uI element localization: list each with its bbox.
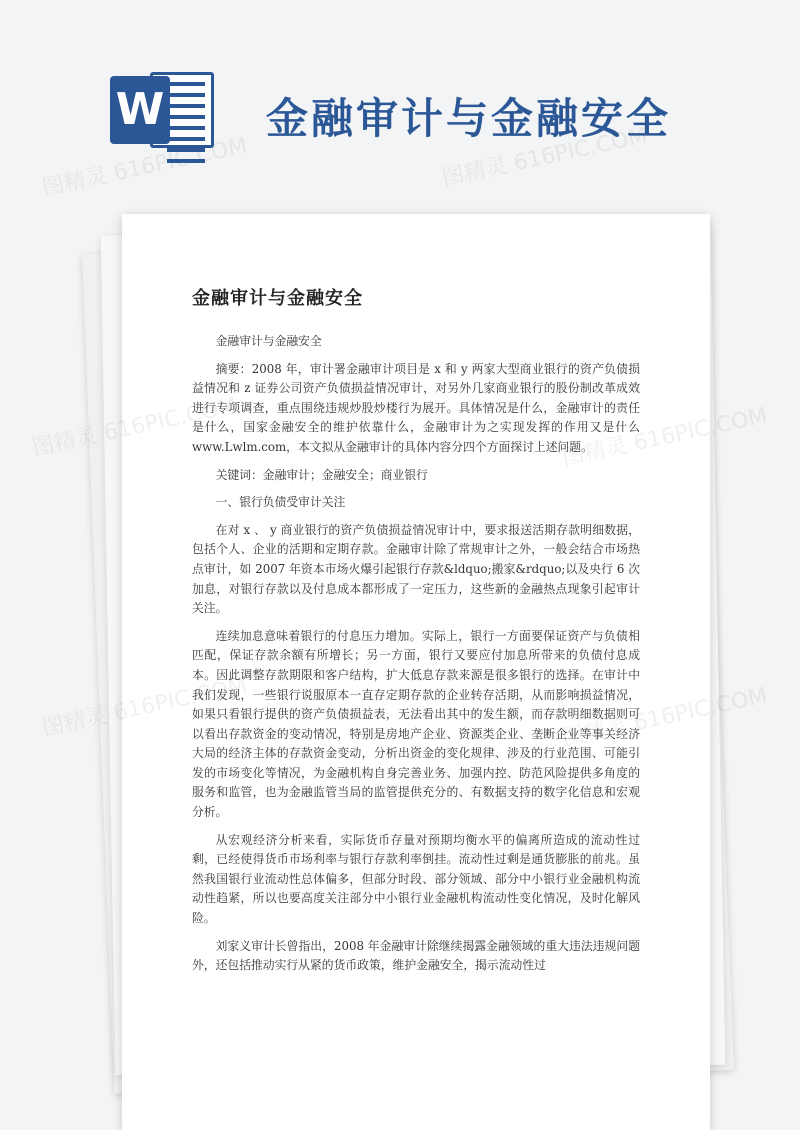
paragraph-body: 从宏观经济分析来看，实际货币存量对预期均衡水平的偏离所造成的流动性过剩，已经使得货币市场利率与银行存款利率倒挂。流动性过剩是通货膨胀的前兆。虽然我国银行业流动性总体偏多，但部分时段、部分领域、部分中小银行业金融机构流动性趋紧，所以也要高度关注部分中小银行业金融机构流动性变化情况，及时化解风险。 [192,832,640,926]
paragraph-body: 连续加息意味着银行的付息压力增加。实际上，银行一方面要保证资产与负债相匹配，保证存款余额有所增长；另一方面，银行又要应付加息所带来的负债付息成本。因此调整存款期限和客户结构，扩大低息存款来源是很多银行的选择。在审计中我们发现，一些银行说服原本一直存定期存款的企业转存活期，从而影响损益情况，如果只看银行提供的资产负债损益表，无法看出其中的发生额，而存款明细数据则可以看出存款资金的变动情况，特别是房地产企业、资源类企业、垄断企业等事关经济大局的经济主体的存款资金变动，分析出资金的变化规律、涉及的行业范围、可能引发的市场变化等情况，为金融机构自身完善业务、加强内控、防范风险提供多角度的服务和监管，也为金融监管当局的监管提供充分的、有数据支持的数字化信息和宏观分析。 [192,628,640,820]
paragraph-heading: 金融审计与金融安全 [215,334,322,348]
banner [0,0,800,200]
paragraph-abstract: 摘要：2008 年，审计署金融审计项目是 x 和 y 两家大型商业银行的资产负债损益情况和 z 证券公司资产负债损益情况审计，对另外几家商业银行的股份制改革成效进行专项调查，重点围绕违规炒股炒楼行为展开。具体情况是什么，金融审计的责任是什么，国家金融安全的维护依靠什么，金融审计为之实现发挥的作用又是什么 www.Lwlm.com，本文拟从金融审计的具体内容分四个方面探讨上述问题。 [192,361,640,454]
paragraph-body: 刘家义审计长曾指出，2008 年金融审计除继续揭露金融领域的重大违法违规问题外，还包括推动实行从紧的货币政策，维护金融安全，揭示流动性过 [192,938,640,973]
watermark: 图精灵 [30,423,100,462]
word-document-icon [110,72,214,148]
section-heading: 一、银行负债受审计关注 [215,495,346,510]
word-badge-icon: W [110,76,170,144]
watermark: 图精灵 616PIC.COM [40,133,250,202]
paragraph-body: 在对 x 、 y 商业银行的资产负债损益情况审计中，要求报送活期存款明细数据，包括个人、企业的活期和定期存款。金融审计除了常规审计之外，一般会结合市场热点审计，如 2007 年资本市场火爆引起银行存款&ldquo;搬家&rdquo;以及央行 6 次加息，对银行存款以及付息成本都形成了一定压力，这些新的金融热点现象引起审计关注。 [192,522,640,616]
watermark: 图精灵 [40,703,110,742]
banner-title: 金融审计与金融安全 [266,94,672,143]
paragraph-keywords: 关键词：金融审计；金融安全；商业银行 [215,467,428,482]
document-page [122,214,710,1130]
watermark: 图精灵 616PIC.COM [440,123,650,192]
document-title: 金融审计与金融安全 [192,288,363,309]
document-body [192,332,640,984]
